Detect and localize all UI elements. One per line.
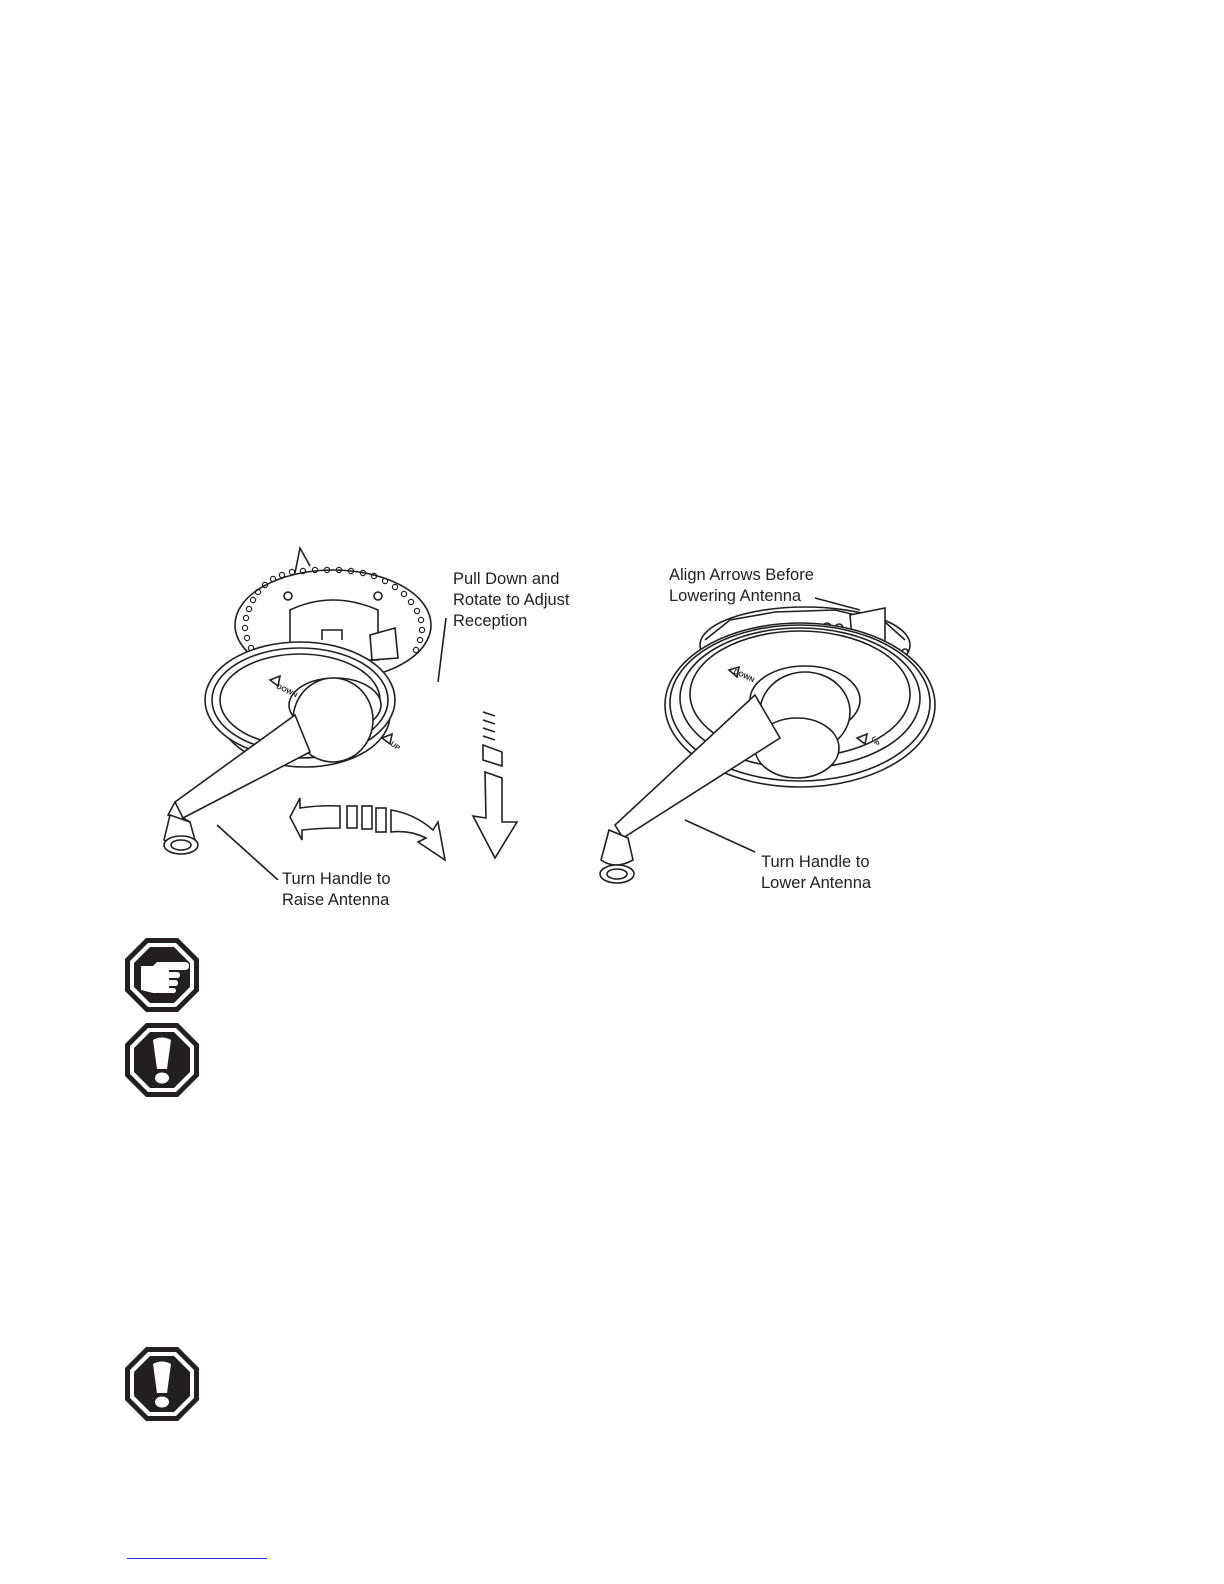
callout-line: Align Arrows Before (669, 566, 814, 584)
right-dial-down-text: DOWN (732, 668, 756, 685)
exclamation-icon (123, 1021, 201, 1099)
callout-lower-antenna (761, 852, 871, 894)
callout-align-arrows (669, 565, 814, 607)
callout-line: Pull Down and (453, 570, 560, 588)
pointing-hand-icon (123, 936, 201, 1014)
callout-line: Reception (453, 612, 528, 630)
callout-pull-down-rotate (453, 569, 570, 632)
right-antenna-crank-illustration (595, 590, 955, 890)
left-dial-down-text: DOWN (275, 683, 299, 700)
callout-line: Lower Antenna (761, 874, 872, 892)
callout-line: Lowering Antenna (669, 587, 802, 605)
exclamation-icon (123, 1345, 201, 1423)
callout-line: Turn Handle to (761, 853, 870, 871)
callout-line: Rotate to Adjust (453, 591, 570, 609)
callout-line: Raise Antenna (282, 891, 390, 909)
footer-link-rule (127, 1558, 267, 1559)
left-dial-up-text: UP (388, 740, 401, 753)
right-dial-up-text: UP (869, 735, 881, 748)
callout-line: Turn Handle to (282, 870, 391, 888)
callout-raise-antenna (282, 869, 391, 911)
